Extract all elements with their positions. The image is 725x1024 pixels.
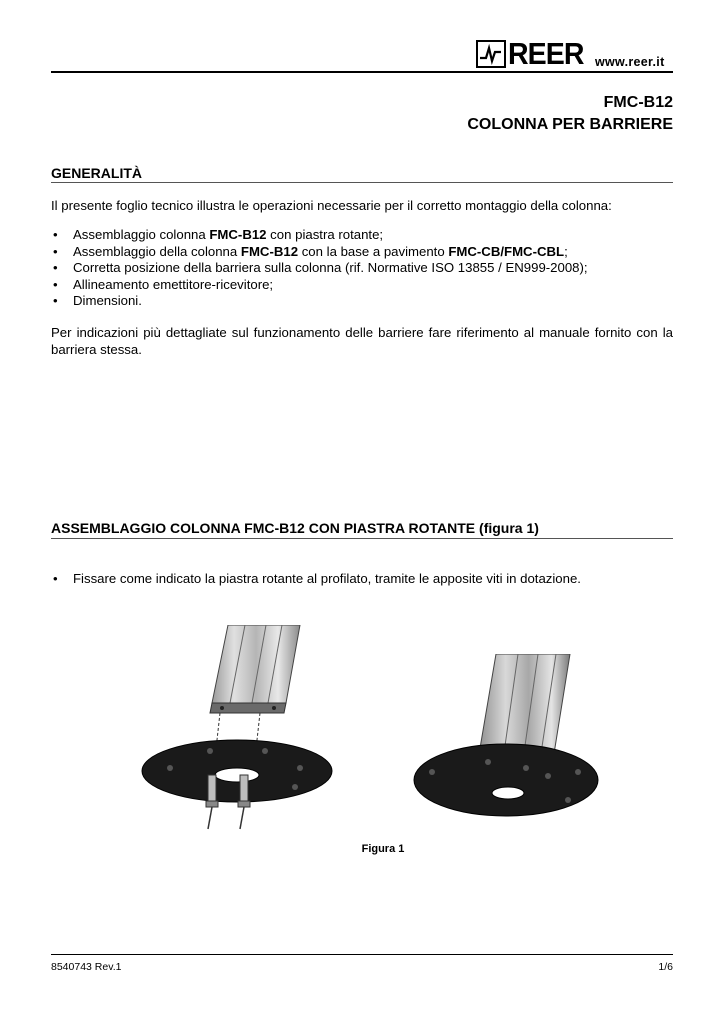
section-divider bbox=[51, 538, 673, 539]
list-item: • Allineamento emettitore-ricevitore; bbox=[51, 277, 673, 294]
page-number: 1/6 bbox=[658, 961, 673, 973]
product-code: FMC-B12 bbox=[603, 94, 673, 111]
list-item: • Fissare come indicato la piastra rotante al profilato, tramite le apposite viti in dotazione. bbox=[51, 571, 673, 588]
section-divider bbox=[51, 182, 673, 183]
overview-list bbox=[51, 227, 673, 310]
list-item: • Assemblaggio della colonna FMC-B12 con la base a pavimento FMC-CB/FMC-CBL; bbox=[51, 244, 673, 261]
instruction-list bbox=[51, 571, 673, 588]
reer-logo-mark-icon bbox=[476, 40, 506, 68]
document-number: 8540743 Rev.1 bbox=[51, 961, 122, 973]
website-url: www.reer.it bbox=[595, 55, 665, 69]
reer-logo bbox=[476, 38, 590, 70]
figure-assembled-column bbox=[408, 654, 608, 824]
figure-exploded-assembly bbox=[140, 625, 340, 830]
list-item: • Assemblaggio colonna FMC-B12 con piastra rotante; bbox=[51, 227, 673, 244]
footer-divider bbox=[51, 954, 673, 955]
figure-caption: Figura 1 bbox=[361, 843, 405, 855]
header-divider bbox=[51, 71, 673, 73]
note-paragraph: Per indicazioni più dettagliate sul funzionamento delle barriere fare riferimento al manuale fornito con la barriera stessa. bbox=[51, 325, 673, 357]
product-title: COLONNA PER BARRIERE bbox=[467, 116, 673, 133]
list-item: • Corretta posizione della barriera sulla colonna (rif. Normative ISO 13855 / EN999-2008); bbox=[51, 260, 673, 277]
section-heading-assemblaggio: ASSEMBLAGGIO COLONNA FMC-B12 CON PIASTRA ROTANTE (figura 1) bbox=[51, 520, 539, 536]
logo-text: REER bbox=[508, 36, 584, 71]
section-heading-generalita: GENERALITÀ bbox=[51, 165, 142, 181]
intro-paragraph: Il presente foglio tecnico illustra le operazioni necessarie per il corretto montaggio della colonna: bbox=[51, 198, 612, 213]
list-item: • Dimensioni. bbox=[51, 293, 673, 310]
